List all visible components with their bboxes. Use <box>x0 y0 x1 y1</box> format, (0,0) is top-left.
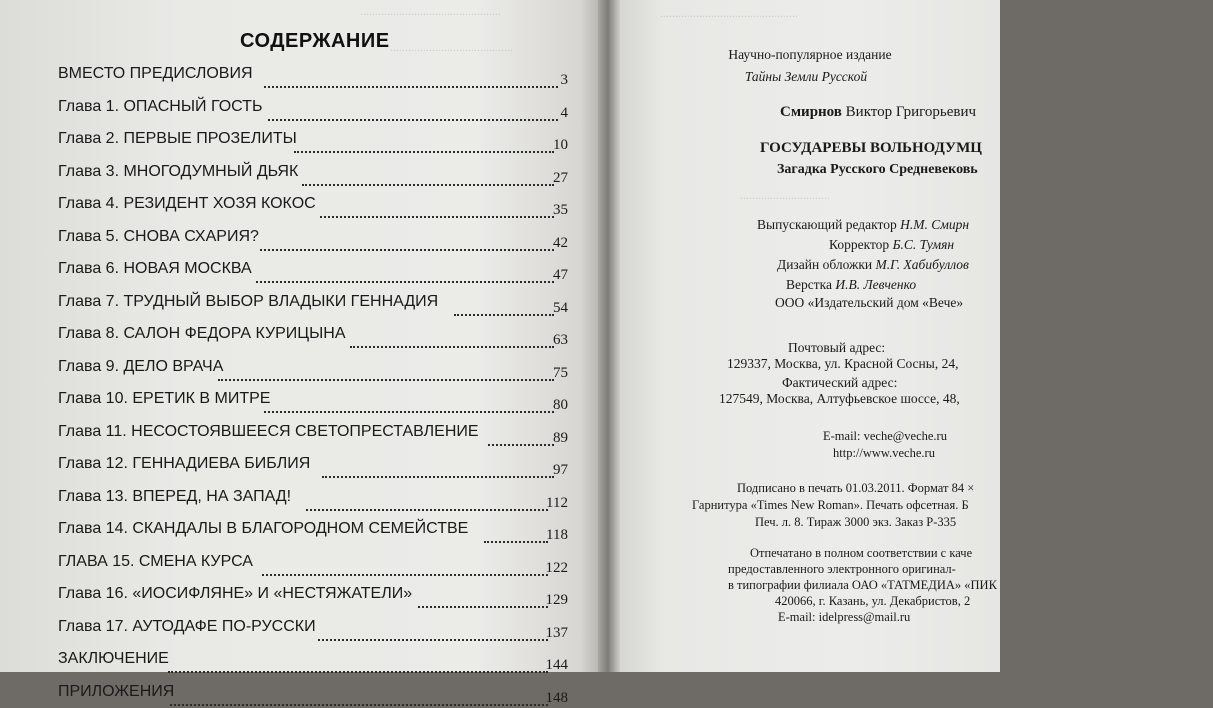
toc-entry-label: Глава 8. САЛОН ФЕДОРА КУРИЦЫНА <box>58 325 346 342</box>
toc-entry <box>0 223 598 253</box>
staff-role: Дизайн обложки <box>777 257 876 272</box>
bleed-through-text: ......................................... <box>390 40 513 54</box>
author-surname: Смирнов <box>780 104 842 120</box>
publisher-name: ООО «Издательский дом «Вече» <box>775 295 964 310</box>
toc-leader-dots <box>484 537 548 543</box>
toc-leader-dots <box>418 602 548 608</box>
publisher-email: E-mail: veche@veche.ru <box>823 429 947 443</box>
toc-entry-label: Глава 13. ВПЕРЕД, НА ЗАПАД! <box>58 487 292 505</box>
toc-leader-dots <box>302 180 554 186</box>
bleed-through-text: ............................................... <box>360 4 501 18</box>
toc-leader-dots <box>170 700 548 706</box>
toc-page <box>0 0 598 706</box>
toc-leader-dots <box>264 407 554 413</box>
toc-entry-page: 122 <box>545 559 568 576</box>
book-series: Тайны Земли Русской <box>744 69 868 84</box>
toc-leader-dots <box>306 505 548 511</box>
staff-role: Корректор <box>829 237 893 252</box>
staff-name: И.В. Левченко <box>835 277 917 292</box>
toc-entry-label: Глава 2. ПЕРВЫЕ ПРОЗЕЛИТЫ <box>58 130 297 147</box>
toc-entry <box>0 190 598 220</box>
toc-entry-page: 4 <box>560 104 568 121</box>
toc-leader-dots <box>294 147 554 153</box>
print-specs: Подписано в печать 01.03.2011. Формат 84 × <box>737 481 975 495</box>
print-specs: Печ. л. 8. Тираж 3000 экз. Заказ Р-335 <box>755 515 957 529</box>
toc-leader-dots <box>256 277 554 283</box>
toc-leader-dots <box>322 472 554 478</box>
toc-entry <box>0 548 598 578</box>
toc-entry-label: Глава 1. ОПАСНЫЙ ГОСТЬ <box>58 97 263 115</box>
toc-entry-page: 42 <box>553 234 568 251</box>
book-title: ГОСУДАРЕВЫ ВОЛЬНОДУМЦ <box>760 140 982 156</box>
postal-address: 129337, Москва, ул. Красной Сосны, 24, <box>727 356 959 371</box>
toc-leader-dots <box>168 667 548 673</box>
toc-entry-page: 97 <box>553 462 568 478</box>
book-gutter <box>598 0 620 672</box>
toc-entry <box>0 60 598 90</box>
toc-entry-label: Глава 10. ЕРЕТИК В МИТРЕ <box>58 390 271 407</box>
print-specs: Гарнитура «Times New Roman». Печать офсетная. Б <box>692 498 969 512</box>
toc-entry-label: Глава 16. «ИОСИФЛЯНЕ» И «НЕСТЯЖАТЕЛИ» <box>58 585 413 602</box>
toc-leader-dots <box>268 115 558 121</box>
toc-entry-label: ГЛАВА 15. СМЕНА КУРСА <box>58 552 253 570</box>
staff-credit <box>757 216 1137 233</box>
toc-entry <box>0 320 598 350</box>
toc-entry <box>0 288 598 318</box>
toc-entry-page: 129 <box>545 592 568 608</box>
toc-entry <box>0 353 598 383</box>
staff-credit <box>777 256 1157 273</box>
staff-credit <box>829 236 1209 253</box>
actual-address-label: Фактический адрес: <box>782 375 898 390</box>
toc-entry <box>0 580 598 610</box>
toc-entry-page: 10 <box>553 137 568 153</box>
toc-entry-label: ВМЕСТО ПРЕДИСЛОВИЯ <box>58 65 253 82</box>
postal-address-label: Почтовый адрес: <box>788 340 886 355</box>
toc-entry <box>0 418 598 448</box>
printer-email: E-mail: idelpress@mail.ru <box>778 610 911 624</box>
toc-entry-page: 148 <box>545 689 568 706</box>
toc-entry-page: 112 <box>546 494 568 511</box>
bleed-through-text: .............................................. <box>660 6 798 20</box>
toc-entry-label: Глава 9. ДЕЛО ВРАЧА <box>58 357 224 375</box>
toc-entry-page: 35 <box>553 202 568 218</box>
toc-entry <box>0 613 598 643</box>
actual-address: 127549, Москва, Алтуфьевское шоссе, 48, <box>719 391 960 406</box>
toc-entry <box>0 93 598 123</box>
toc-entry-page: 144 <box>545 657 568 673</box>
toc-leader-dots <box>260 245 554 251</box>
toc-entry-label: Глава 12. ГЕННАДИЕВА БИБЛИЯ <box>58 455 311 472</box>
toc-entry-label: ЗАКЛЮЧЕНИЕ <box>58 650 169 667</box>
toc-entry-label: Глава 14. СКАНДАЛЫ В БЛАГОРОДНОМ СЕМЕЙСТВЕ <box>58 520 469 537</box>
toc-entry-label: ПРИЛОЖЕНИЯ <box>58 682 175 700</box>
toc-entry <box>0 678 598 708</box>
toc-entry-label: Глава 5. СНОВА СХАРИЯ? <box>58 227 259 245</box>
toc-entry-page: 63 <box>553 332 568 348</box>
toc-entry <box>0 515 598 545</box>
toc-entry-page: 118 <box>546 527 568 543</box>
toc-leader-dots <box>488 440 554 446</box>
author-name <box>780 104 1160 121</box>
printer-info: в типографии филиала ОАО «ТАТМЕДИА» «ПИК <box>728 578 997 592</box>
toc-entry-page: 80 <box>553 397 568 413</box>
toc-leader-dots <box>350 342 554 348</box>
toc-entry-page: 89 <box>553 429 568 446</box>
staff-credit <box>786 276 1166 293</box>
toc-entry-page: 3 <box>560 72 568 88</box>
author-given-names: Виктор Григорьевич <box>841 104 977 120</box>
toc-leader-dots <box>262 570 548 576</box>
toc-entry-label: Глава 17. АУТОДАФЕ ПО-РУССКИ <box>58 617 316 635</box>
printer-info: предоставленного электронного оригинал- <box>728 562 956 576</box>
toc-entry <box>0 450 598 480</box>
toc-leader-dots <box>318 635 548 641</box>
toc-entry-page: 27 <box>553 169 568 186</box>
toc-title: СОДЕРЖАНИЕ <box>240 30 390 52</box>
printer-info: Отпечатано в полном соответствии с каче <box>750 546 973 560</box>
publisher-website: http://www.veche.ru <box>833 446 935 460</box>
toc-entry <box>0 158 598 188</box>
printer-info: 420066, г. Казань, ул. Декабристов, 2 <box>775 594 971 608</box>
staff-name: М.Г. Хабибуллов <box>875 257 969 272</box>
toc-leader-dots <box>264 82 558 88</box>
toc-entry <box>0 255 598 285</box>
toc-entry-page: 137 <box>545 624 568 641</box>
toc-entry-page: 75 <box>553 364 568 381</box>
toc-entry-label: Глава 4. РЕЗИДЕНТ ХОЗЯ КОКОС <box>58 195 316 212</box>
toc-entry-label: Глава 11. НЕСОСТОЯВШЕЕСЯ СВЕТОПРЕСТАВЛЕНИЕ <box>58 422 479 440</box>
toc-entry-label: Глава 3. МНОГОДУМНЫЙ ДЬЯК <box>58 162 299 180</box>
staff-name: Н.М. Смирн <box>900 217 970 232</box>
staff-name: Б.С. Тумян <box>892 237 955 252</box>
toc-leader-dots <box>454 310 554 316</box>
toc-entry-label: Глава 7. ТРУДНЫЙ ВЫБОР ВЛАДЫКИ ГЕННАДИЯ <box>58 292 439 310</box>
toc-entry-label: Глава 6. НОВАЯ МОСКВА <box>58 260 252 277</box>
toc-entry <box>0 483 598 513</box>
staff-role: Выпускающий редактор <box>757 217 901 232</box>
toc-entry <box>0 385 598 415</box>
toc-entry-page: 47 <box>553 267 568 283</box>
edition-type: Научно-популярное издание <box>728 47 892 62</box>
toc-entry <box>0 645 598 675</box>
toc-entry <box>0 125 598 155</box>
book-subtitle: Загадка Русского Средневековь <box>777 162 978 177</box>
imprint-page <box>620 0 1000 672</box>
staff-role: Верстка <box>786 277 836 292</box>
bleed-through-text: .............................. <box>740 188 830 202</box>
toc-entry-page: 54 <box>553 299 568 316</box>
toc-leader-dots <box>320 212 554 218</box>
toc-leader-dots <box>218 375 554 381</box>
